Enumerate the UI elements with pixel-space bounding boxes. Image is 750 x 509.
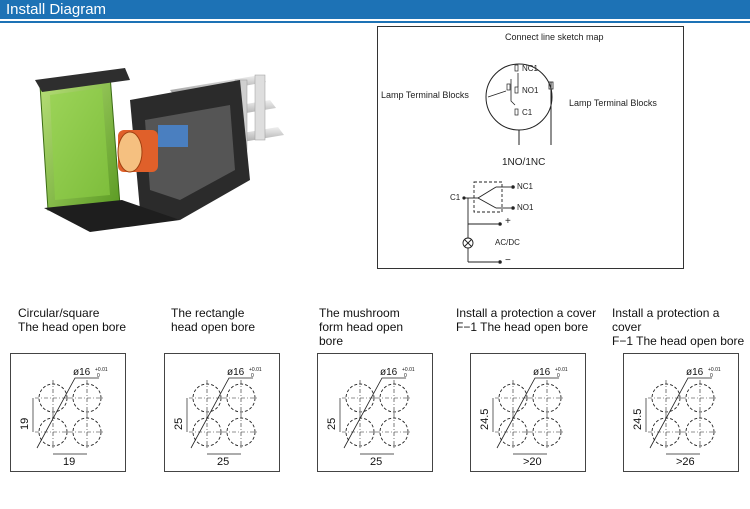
bore-caption-1: Circular/square The head open bore [18,306,127,334]
schematic-nc1: NC1 [517,182,534,191]
bore-bottom-dimension: >20 [523,456,542,468]
contact-type-label: 1NO/1NC [502,157,546,168]
left-terminal-label: Lamp Terminal Blocks [381,90,469,100]
bore-diagram-5 [623,353,739,472]
bore-side-dimension: 19 [19,417,31,430]
bore-diameter: ø16 [227,367,245,378]
right-terminal-label: Lamp Terminal Blocks [569,98,657,108]
diameter-leader [344,378,406,448]
bore-tolerance-upper: +0.01 [555,367,568,373]
schematic-plus: + [505,216,511,227]
header-bar [0,0,750,19]
bore-bottom-dimension: >26 [676,456,695,468]
bore-diameter: ø16 [73,367,91,378]
bore-side-dimension: 24.5 [479,408,491,430]
bore-bottom-dimension: 25 [217,456,230,468]
terminal-no1: NO1 [522,86,539,95]
switch-cutaway-illustration [30,60,290,240]
bore-diagram-3 [317,353,433,472]
bore-caption-5: Install a protection a cover F−1 The head open bore [612,306,745,348]
schematic-supply: AC/DC [495,238,520,247]
diameter-leader [191,378,253,448]
diameter-leader [650,378,712,448]
bore-tolerance-lower: 0 [97,373,100,379]
schematic-c1: C1 [450,193,461,202]
page-title: Install Diagram [6,1,107,18]
bore-diameter: ø16 [380,367,398,378]
bore-bottom-dimension: 19 [63,456,76,468]
bore-diagram-2 [164,353,280,472]
lamp-symbol [463,238,473,248]
bore-caption-4: Install a protection a cover F−1 The head open bore [456,306,597,334]
diameter-leader [497,378,559,448]
bore-bottom-dimension: 25 [370,456,383,468]
wiring-title: Connect line sketch map [505,32,604,42]
terminal-c1: C1 [522,108,533,117]
bore-tolerance-upper: +0.01 [708,367,721,373]
bore-diameter: ø16 [686,367,704,378]
schematic-minus: − [505,255,511,266]
header-rule [0,21,750,23]
terminal-nc1: NC1 [522,64,539,73]
bore-tolerance-lower: 0 [251,373,254,379]
wiring-diagram [377,26,684,269]
bore-diameter: ø16 [533,367,551,378]
bore-tolerance-lower: 0 [557,373,560,379]
bore-side-dimension: 25 [326,417,338,430]
schematic-no1: NO1 [517,203,534,212]
bore-side-dimension: 25 [173,417,185,430]
bore-side-dimension: 24.5 [632,408,644,430]
bore-diagram-4 [470,353,586,472]
bore-tolerance-upper: +0.01 [95,367,108,373]
bore-diagram-1 [10,353,126,472]
bore-tolerance-lower: 0 [404,373,407,379]
bore-tolerance-lower: 0 [710,373,713,379]
diameter-leader [37,378,99,448]
switch-schematic [464,182,511,262]
bore-caption-2: The rectangle head open bore [171,306,256,334]
bore-caption-3: The mushroom form head open bore [319,306,404,348]
bore-tolerance-upper: +0.01 [402,367,415,373]
bore-tolerance-upper: +0.01 [249,367,262,373]
